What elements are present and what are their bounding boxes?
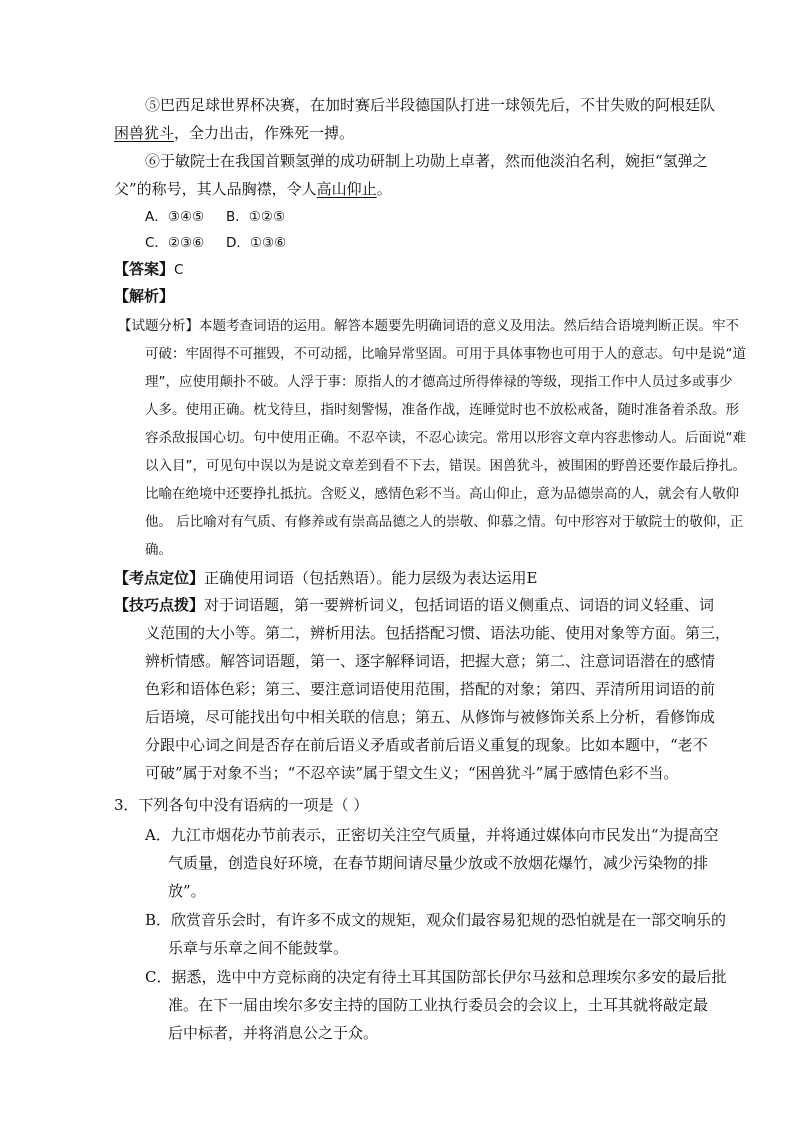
jiexi-label: 【解析】 xyxy=(114,287,175,305)
q3-option-a: 放”。 xyxy=(168,882,206,900)
kaodian-label: 【考点定位】 xyxy=(114,569,205,587)
jiqiao-line: 分跟中心词之间是否存在前后语义矛盾或者前后语义重复的现象。比如本题中，“老不 xyxy=(145,736,708,754)
analysis-line: 确。 xyxy=(145,542,172,558)
analysis-line: 理”，应使用颠扑不破。人浮于事：原指人的才德高过所得俸禄的等级，现指工作中人员过多或事少 xyxy=(145,374,733,390)
item6-line2-pre: 父”的称号，其人品胸襟，令人 xyxy=(114,180,317,198)
q3-option-a: 气质量，创造良好环境，在春节期间请尽量少放或不放烟花爆竹，减少污染物的排 xyxy=(168,854,709,872)
item5-line2 xyxy=(114,123,354,143)
item5-line2-rest: ，全力出击，作殊死一搏。 xyxy=(174,124,355,142)
q3-option-c: 准。在下一届由埃尔多安主持的国防工业执行委员会的会议上，土耳其就将敲定最 xyxy=(168,996,709,1014)
item6-line2-post: 。 xyxy=(376,180,392,198)
analysis-line: 【试题分析】本题考查词语的运用。解答本题要先明确词语的意义及用法。然后结合语境判断正误。牢不 xyxy=(118,318,739,334)
analysis-line: 容杀敌报国心切。句中使用正确。不忍卒读，不忍心读完。常用以形容文章内容悲惨动人。后面说“难 xyxy=(145,430,746,446)
jiqiao-text: 对于词语题，第一要辨析词义，包括词语的语义侧重点、词语的词义轻重、词 xyxy=(204,596,715,614)
q3-option-b: B．欣赏音乐会时，有许多不成文的规矩，观众们最容易犯规的恐怕就是在一部交响乐的 xyxy=(145,911,727,929)
analysis-line: 比喻在绝境中还要挣扎抵抗。含贬义，感情色彩不当。高山仰止，意为品德崇高的人，就会有人敬仰 xyxy=(145,486,739,502)
jiqiao-line xyxy=(114,595,714,615)
q3-option-c: C．据悉，选中中方竞标商的决定有待土耳其国防部长伊尔马兹和总理埃尔多安的最后批 xyxy=(145,968,727,986)
item6-line1: ⑥于敏院士在我国首颗氢弹的成功研制上功勋上卓著，然而他淡泊名利，婉拒“氢弹之 xyxy=(145,152,708,170)
option-b: B．①②⑤ xyxy=(226,209,286,225)
answer-line xyxy=(114,259,183,280)
kaodian-text: 正确使用词语（包括熟语）。能力层级为表达运用E xyxy=(204,569,538,587)
item6-line2 xyxy=(114,179,392,199)
q3-option-a: A．九江市烟花办节前表示，正密切关注空气质量，并将通过媒体向市民发出“为提高空 xyxy=(145,826,719,844)
option-c: C．②③⑥ xyxy=(145,235,205,251)
jiqiao-line: 义范围的大小等。第二，辨析用法。包括搭配习惯、语法功能、使用对象等方面。第三， xyxy=(145,624,731,642)
analysis-line: 以入目”，可见句中误以为是说文章差到看不下去，错误。困兽犹斗，被围困的野兽还要作最后挣扎。 xyxy=(145,458,746,474)
jiqiao-line: 可破”属于对象不当；“不忍卒读”属于望文生义；“困兽犹斗”属于感情色彩不当。 xyxy=(145,764,679,782)
option-a: A．③④⑤ xyxy=(145,209,205,225)
item5-line1: ⑤巴西足球世界杯决赛，在加时赛后半段德国队打进一球领先后，不甘失败的阿根廷队 xyxy=(145,96,716,114)
jiqiao-label: 【技巧点拨】 xyxy=(114,596,205,614)
kaodian-line xyxy=(114,568,537,588)
jiqiao-line: 辨析情感。解答词语题，第一、逐字解释词语，把握大意；第二、注意词语潜在的感情 xyxy=(145,652,716,670)
answer-value: C xyxy=(174,262,184,278)
idiom-gaoshanyangzhi: 高山仰止 xyxy=(316,180,377,198)
q3-option-c: 后中标者，并将消息公之于众。 xyxy=(168,1024,379,1042)
analysis-line: 可破：牢固得不可摧毁，不可动摇，比喻异常坚固。可用于具体事物也可用于人的意志。句中是说“道 xyxy=(145,346,746,362)
question3-stem: 3．下列各句中没有语病的一项是（ ） xyxy=(114,796,369,814)
answer-label: 【答案】 xyxy=(114,260,175,278)
jiqiao-line: 后语境，尽可能找出句中相关联的信息；第五、从修饰与被修饰关系上分析，看修饰成 xyxy=(145,708,716,726)
analysis-line: 人多。使用正确。枕戈待旦，指时刻警惕，准备作战，连睡觉时也不放松戒备，随时准备着杀敌。形 xyxy=(145,402,739,418)
analysis-line: 他。 后比喻对有气质、有修养或有崇高品德之人的崇敬、仰慕之情。句中形容对于敏院士的敬仰，正 xyxy=(145,514,744,530)
option-d: D．①③⑥ xyxy=(226,235,287,251)
idiom-kunshouyoudou: 困兽犹斗 xyxy=(114,124,175,142)
q3-option-b: 乐章与乐章之间不能鼓掌。 xyxy=(168,939,349,957)
jiqiao-line: 色彩和语体色彩；第三、要注意词语使用范围，搭配的对象；第四、弄清所用词语的前 xyxy=(145,680,716,698)
